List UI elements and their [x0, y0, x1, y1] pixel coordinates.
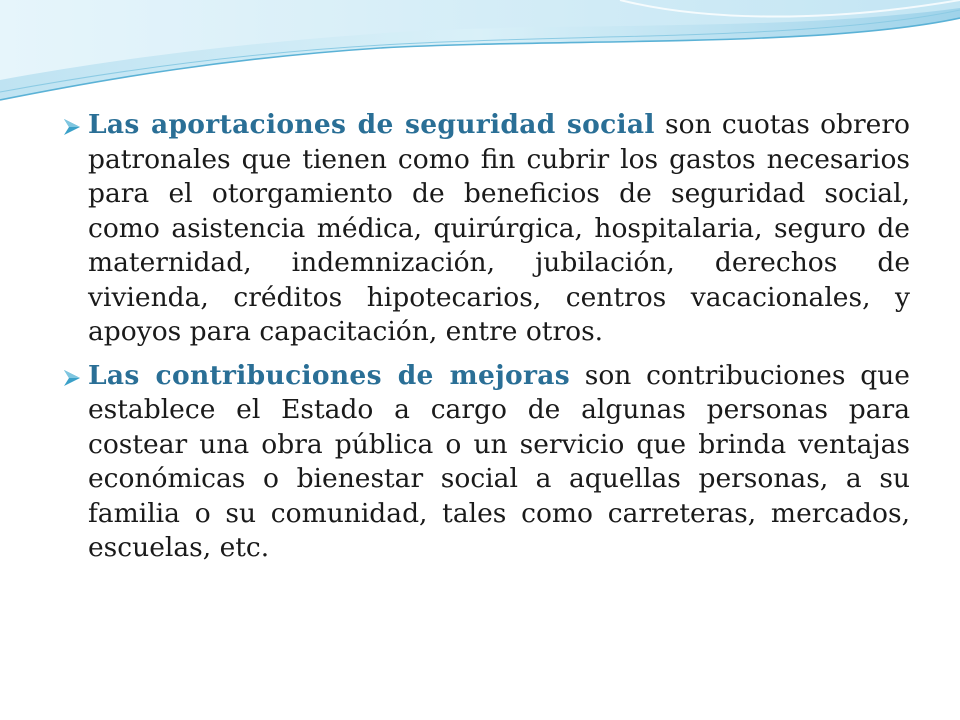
header-wave-decoration [0, 0, 960, 110]
bullet-contribuciones [62, 359, 910, 566]
arrow-bullet-icon [62, 369, 82, 387]
arrow-bullet-icon [62, 118, 82, 136]
bullet-text: son contribuciones que establece el Estado a cargo de algunas personas para costear una obra pública o un servicio que brinda ventajas económicas o bienestar social a aquellas personas, a su familia o su comunidad, tales como carreteras, mercados, escuelas, etc. [88, 359, 910, 563]
content [62, 108, 910, 575]
bullet-term: Las aportaciones de seguridad social [88, 109, 655, 140]
bullet-aportaciones [62, 108, 910, 350]
bullet-term: Las contribuciones de mejoras [88, 359, 570, 391]
bullet-text: son cuotas obrero patronales que tienen como fin cubrir los gastos necesarios para el otorgamiento de beneficios de seguridad social, como asistencia médica, quirúrgica, hospitalaria, seguro de maternidad, indemnización, jubilación, derechos de vivienda, créditos hipotecarios, centros vacacionales, y apoyos para capacitación, entre otros. [88, 109, 910, 347]
